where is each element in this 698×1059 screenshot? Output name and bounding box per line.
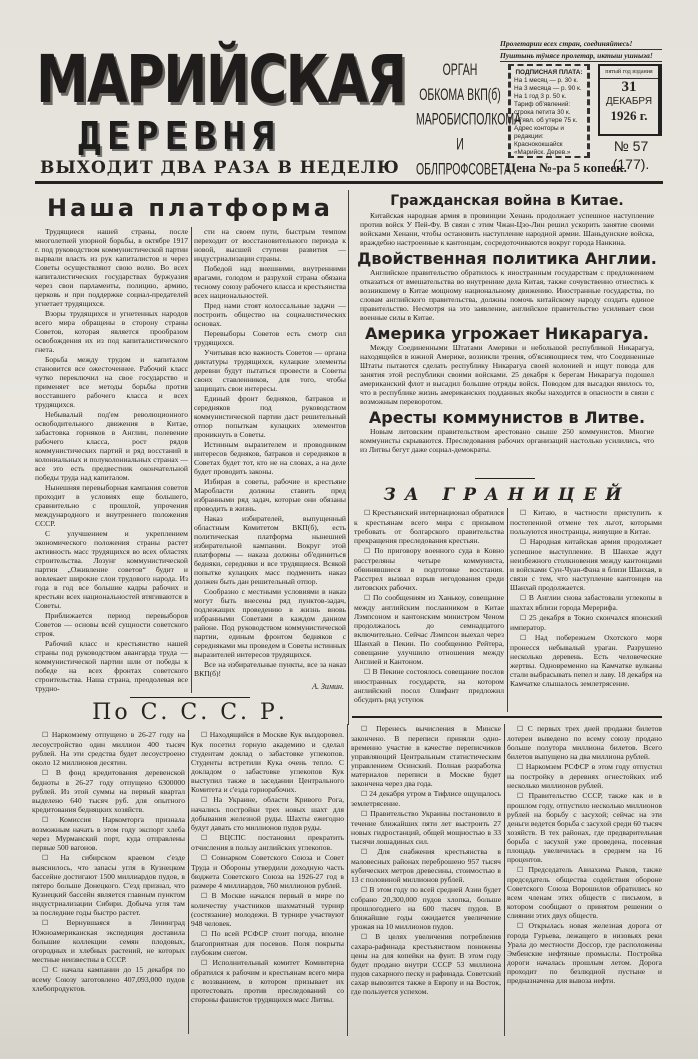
lead-column-1 — [35, 227, 188, 693]
abroad-headline: ЗА ГРАНИЦЕЙ — [383, 485, 631, 505]
subscription-line: Тариф об'явлений: строка петита 30 к. — [514, 101, 571, 116]
news-item: ☐ Крестьянский интернационал обратился к крестьянам всего мира с призывом требовать от болгарского правительства прекращения преследования крестьян. — [354, 508, 504, 545]
article-paragraph: сти на своем пути, быстрым темпом переходит от восстановительного периода к новой, высшей ступени развития — индустриализации страны. — [194, 227, 346, 263]
organ-line: МАРОБИСПОЛКОМА — [416, 110, 522, 130]
abroad-column-1 — [354, 508, 504, 712]
foreign-news — [352, 192, 662, 455]
news-item: ☐ Над побережьем Охотского моря пронесся небывалый ураган. Разрушено несколько деревень. Есть человеческие жертвы. Одновременно на Камчатке вулканы стали выбрасывать пепел и лаву. 18 декабря на Камчатке слышалось землетрясение. — [510, 633, 662, 688]
news-item: ☐ По приговору военного суда в Ковно расстреляны четыре коммуниста, обвинявшиеся в подготовке восстания. Расстрел вызвал взрыв негодования среди литовских рабочих. — [354, 546, 504, 592]
news-item: ☐ Перенесь вычисления в Минске закончено. В переписи приняли одно-временно участие в качестве переписчиков управляющий Центральным статистическим управлением Осинский. Полная разработка материалов переписи в Москве будет закончена через два года. — [351, 724, 501, 788]
issue-price: Цена №-ра 5 копеек. — [506, 160, 627, 175]
newspaper-subtitle: ДЕРЕВНЯ — [78, 114, 281, 158]
newspaper-title: МАРИЙСКАЯ — [36, 41, 406, 118]
article-paragraph: Сообразно с местными условиями в наказ могут быть внесены ряд пунктов-задач, подлежащих проведению в жизнь вновь избранными Советами в каждом данном районе. Под руководством коммунистической партии, единым фронтом бедняков с середняками мы проведем в Советы истинных выразителей интересов трудящихся. — [194, 587, 346, 659]
foreign-news-text: Новым литовским правительством арестовано свыше 250 коммунистов. Многие коммунисты скрываются. Преследования рабочих организаций настолько усилились, что из Литвы бегут даже социал-демократы. — [360, 427, 654, 454]
article-paragraph: Единый фронт бедняков, батраков и середняков под руководством коммунистической партии даст решительный отпор попыткам кулацких элементов проникнуть в Советы. — [194, 394, 346, 439]
lead-headline: Наша платформа — [47, 194, 333, 222]
subscription-title: ПОДПИСНАЯ ПЛАТА: — [515, 69, 583, 76]
news-item: ☐ Находящийся в Москве Кук выздоровел. Кук посетил горную академию и сделал студентам доклад о забастовке углекопов. Студенты встретили Кука очень тепло. С докладом о забастовке углекопов Кук выступил также в заседании Центрального Комитета и с'езда горнорабочих. — [191, 730, 344, 794]
article-paragraph: Победой над внешними, внутренними врагами, голодом и разрухой страна обязана тесному союзу рабочего класса и крестьянства всех национальностей. — [194, 264, 346, 300]
article-paragraph: Пред нами стоят колоссальные задачи — построить общество на социалистических основах. — [194, 301, 346, 328]
news-item: ☐ В Англии снова забастовали углекопы в шахтах вблизи города Мерерифа. — [510, 593, 662, 612]
news-item: ☐ Правительство Украины постановило в течение ближайших пяти лет выстроить 27 новых гидростанций, общей мощностью в 33 тысячи лошадиных сил. — [351, 809, 501, 846]
article-paragraph: Перевыборы Советов есть смотр сил трудящихся. — [194, 329, 346, 347]
news-item: ☐ ВЦСПС постановил прекратить отчисления в пользу английских углекопов. — [191, 833, 344, 852]
slogan-russian: Пролетарии всех стран, соединяйтесь! — [500, 38, 662, 50]
foreign-news-headline: Аресты коммунистов в Литве. — [368, 408, 646, 427]
article-paragraph: Учитывая всю важность Советов — органа диктатуры трудящихся, кулацкие элементы деревни будут пытаться провести в Советы своих ставленников, для того, чтобы защищать свои интересы. — [194, 348, 346, 393]
subscription-line: На 1 месяц — р. 30 к. — [514, 77, 579, 84]
article-signature: А. Зимин. — [312, 682, 344, 691]
article-paragraph: Наказ избирателей, выпущенный областным Комитетом ВКП(б), есть политическая платформа нынешней избирательной кампании. Вокруг этой платформы — наказа должны об'единиться бедняки, середняки и все трудящиеся. Всякой попытке кулацких масс подменить наказ должен быть дан решительный отпор. — [194, 514, 346, 586]
article-paragraph: Приближается период перевыборов Советов — основы всей сущности советского строя. — [35, 611, 188, 638]
foreign-news-headline: Двойственная политика Англии. — [357, 249, 657, 268]
date-year: 1926 г. — [610, 108, 648, 123]
ussr-column-4 — [507, 724, 662, 1034]
subscription-line: На 1 год 3 р. 50 к. — [514, 93, 567, 100]
foreign-news-text: Между Соединенными Штатами Америки и небольшой республикой Никарагуа, находящейся в южной Америке, возникли трения, об'ясняющиеся тем, что Соединенные Штаты пытаются сделать республику Никарагуа своей колонией и ищут повода для занятия этой республики своими войсками. 25 декабря к берегам Никарагуа подошел американский флот и высадил большие отряды войск. Поводом для высадки явилось то, что в республике жизнь американских подданных якобы находится в опасности в связи с возможным переворотом. — [360, 343, 654, 406]
column-divider — [188, 730, 189, 1034]
organ-line: ОБКОМА ВКП(б) — [419, 85, 501, 105]
foreign-news-text: Английское правительство обратилось к иностранным государствам с предложением отказаться от вмешательства во внутренние дела Китая, также сочувственно отнестись к возникшему в Китае мощному национальному движению. Иностранные государства, по словам английского правительства, должны помочь китайскому народу создать единое правительство. Несмотря на это заявление, английское правительство усиливает свои военные силы в Китае. — [360, 268, 654, 322]
news-item: ☐ Для снабжения крестьянства в маловесных районах переброшено 957 тысяч кубических метров древесины, стоимостью в 13 с половиной миллионов рублей. — [351, 847, 501, 884]
news-item: ☐ По всей РСФСР стоит погода, вполне благоприятная для посевов. Поля покрыты глубоким снегом. — [191, 929, 344, 957]
subscription-box — [508, 64, 590, 158]
ussr-headline: По С. С. С. Р. — [92, 700, 288, 725]
news-item: ☐ Председатель Авиахима Рыков, также председатель общества содействия обороне Советского Союза Ворошилов обратились ко всем членам этих обществ с письмом, в котором сообщают о принятом решении о слиянии этих двух обществ. — [507, 865, 662, 920]
organ-line: И ОБЛПРОФСОВЕТА — [416, 135, 512, 179]
ussr-column-1 — [32, 730, 185, 1034]
section-divider — [475, 478, 535, 479]
organ-block — [416, 58, 522, 182]
news-item: ☐ В целях увеличения потребления сахара-рафинада крестьянством понижены цены на для копейки на фунт. В этом году будет продано внутри СССР 53 миллиона пудов сахарного песку и рафинада. Советский сахар вывозится также в Европу и на Восток, где пользуется успехом. — [351, 932, 501, 996]
article-paragraph: С улучшением и укреплением экономического положения страны растет активность масс трудящихся во всех областях строительства. Лозунг коммунистической партии „Оживление советов“ будит и вовлекает широкие слои трудового народа. Из года в год все большие кадры рабочих и крестьян всех национальностей втягиваются в Советы. — [35, 529, 188, 610]
edition-year: пятый год издания — [600, 66, 658, 79]
date-box — [598, 64, 662, 136]
lead-column-2 — [194, 227, 346, 677]
column-divider — [347, 724, 348, 1036]
article-paragraph: Истинным выразителем и проводником интересов бедняков, батраков и середняков в Советах будет тот, кто не на словах, а на деле будет проводить законы. — [194, 440, 346, 476]
organ-line: ОРГАН — [442, 61, 478, 80]
section-divider — [130, 697, 250, 698]
foreign-news-headline: Америка угрожает Никарагуа. — [364, 324, 650, 343]
column-divider — [191, 227, 192, 693]
news-item: ☐ На сибирском краевом с'езде выяснилось, что запасы угля в Кузнецком бассейне достигают 1500 миллиардов пудов, в пятеро больше Донецкого. С'езд признал, что Кузнецкий бассейн является главным пунктом индустриализации Сибири. Добыча угля там за последние годы быстро растет. — [32, 853, 185, 917]
slogans — [500, 38, 662, 62]
news-item: ☐ В Пекине состоялось совещание послов иностранных государств, на котором английский посол Олифант предложил обсудить ряд уступок — [354, 667, 504, 704]
article-paragraph: Нынешняя перевыборная кампания советов проходит в условиях еще большего, сравнительно с прошлой, упрочения международного и внутреннего положения СССР. — [35, 483, 188, 528]
news-item: ☐ 24 декабря утром в Тифлисе ощущалось землетрясение. — [351, 789, 501, 808]
news-item: ☐ 25 декабря в Токио скончался японский император. — [510, 613, 662, 632]
article-paragraph: Все на избирательные пункты, все за наказ ВКП(б)! — [194, 660, 346, 677]
news-item: ☐ Народная китайская армия продолжает успешное выступление. В Шанхае ждут неизбежного столкновения между кантонцами и войсками Сун-Чуан-Фана в близи Шанхая, в связи с тем, что наступление кантонцев на Шанхай продолжается. — [510, 537, 662, 592]
news-item: ☐ Вернувшаяся в Ленинград Южноамериканская экспедиция доставила большие коллекции семян плодовых, огородных и хлебных растений, не которых местные неизвестны в СССР. — [32, 918, 185, 964]
article-paragraph: Трудящиеся нашей страны, после многолетней упорной борьбы, в октябре 1917 г. под руководством коммунистической партии вырвали власть из рук капиталистов и через Советы осуществляют свою волю. Во всех капиталистических государствах буржуазия через свои парламенты, полицию, армию, церковь и при поддержке социал-предателей угнетает трудящихся. — [35, 227, 188, 308]
issue-number: № 57 (177). — [612, 138, 650, 172]
subscription-line: На 3 месяца — р. 90 к. — [514, 85, 582, 92]
foreign-news-headline: Гражданская война в Китае. — [390, 193, 624, 209]
slogan-mari: Пуштынь тӱнясе пролетар, иктыш ушныза! — [500, 50, 662, 62]
subscription-line: Адрес конторы и редакции: Краснококшайск «Марийск. Дерев.» — [514, 125, 571, 156]
news-item: ☐ Совнарком Советского Союза и Совет Труда и Обороны утвердили доходную часть бюджета Советского Союза на 1926-27 год в размере 4 миллиардов, 760 миллионов рублей. — [191, 853, 344, 890]
article-paragraph: Взоры трудящихся и угнетенных народов всего мира обращены в сторону страны Советов, которая является прообразом освобождения их из под капиталистического гнета. — [35, 309, 188, 354]
article-paragraph: Избирая в советы, рабочие и крестьяне Маробласти должны ставить пред избранными ряд задач, которые они обязаны проводить в жизнь. — [194, 477, 346, 513]
abroad-column-2 — [510, 508, 662, 712]
date-month: ДЕКАБРЯ — [605, 96, 653, 107]
news-item: ☐ С начала кампании до 15 декабря по всему Союзу заготовлено 407,093,000 пудов хлебопродуктов. — [32, 965, 185, 993]
news-item: ☐ Исполнительный комитет Коминтерна обратился к рабочим и крестьянам всего мира с воззванием, в котором призывает их протестовать против преследований со стороны фашистов трудящихся масс Литвы. — [191, 958, 344, 1004]
news-item: ☐ Открылась новая железная дорога от города Гурьева, лежащего в низовьях реки Урала до местности Доссор, где расположены Эмбенские нефтяные промыслы. Постройка дороги началась прошлым летом. Дорога проходит по безлюдной пустыне и предназначена для вывоза нефти. — [507, 921, 662, 985]
article-paragraph: Небывалый под'ем революционного освободительного движения в Китае, забастовка горняков в Англии, полевение рабочего класса, рост рядов коммунистических партий и ряд восстаний в колониальных и полуколониальных странах — все это есть предвестник окончательной победы труда над капиталом. — [35, 410, 188, 482]
subscription-line: об'явл. об утере 75 к. — [514, 117, 578, 124]
news-item: ☐ Наркомзему отпущено в 26-27 году на лесоустройство один миллион 400 тысяч рублей. На эти средства будет лесоустроено около 12 миллионов десятин. — [32, 730, 185, 767]
column-divider — [504, 724, 505, 1036]
news-item: ☐ Китаю, в частности приступить к постепенной отмене тех льгот, которыми пользуются иностранцы, живущие в Китае. — [510, 508, 662, 536]
news-item: ☐ Наркомзем РСФСР в этом году отпустил на постройку в деревнях огнестойких изб несколько миллионов рублей. — [507, 762, 662, 790]
news-item: ☐ В фонд кредитования деревенской бедноты в 26-27 году отпущено 6300000 рублей. Из этой суммы на первый квартал выделено 640 тысяч руб. для опытного кредитования бедняцких хозяйств. — [32, 768, 185, 814]
article-paragraph: Рабочий класс и крестьянство нашей страны под руководством авангарда труда — коммунистической партии шли от победы к победе на всех фронтах советского строительства. Наша страна, преодолевая все трудно- — [35, 639, 188, 693]
foreign-news-text: Китайская народная армия в провинции Хенань продолжает успешное наступление против войск У Пей-Фу. В связи с этим Чжан-Цзо-Лин решил ускорить занятие своими войсками Хенани, чтобы остановить наступление народной армии. Шаньдунские войска, враждебно настроенные к кантонцам, сосредоточиваются вокруг города Нанкина. — [360, 211, 654, 247]
publication-frequency: ВЫХОДИТ ДВА РАЗА В НЕДЕЛЮ — [40, 158, 400, 178]
ussr-column-3 — [351, 724, 501, 1034]
column-divider — [507, 508, 508, 712]
news-item: ☐ В этом году по всей средней Азии будет собрано 20,300,000 пудов хлопка, больше прошлогоднего на 600 тысяч пудов. В ближайшие годы ожидается увеличение урожая на 10 миллионов пудов. — [351, 885, 501, 931]
masthead-divider — [35, 181, 663, 184]
article-paragraph: Борьба между трудом и капиталом становится все ожесточеннее. Рабочий класс чутко переключил на свое государство и применяет все методы борьбы против восставшего рабочего класса и всех трудящихся. — [35, 355, 188, 409]
news-item: ☐ По сообщениям из Ханькоу, совещание между английским посланником в Китае Лэмпсоном и кантонским министром Ченом продолжалось до семнадцатого включительно. Сейчас Лэмпсон выехал через Шанхай в Пекин. По сообщению Рейтера, совещание улучшило отношения между Англией и Кантоном. — [354, 593, 504, 666]
section-divider — [352, 716, 662, 718]
column-divider — [348, 190, 349, 725]
news-item: ☐ В Москве начался первый в мире по количеству участников шахматный турнир (состязание) молодежи. В турнире участвуют 948 человек. — [191, 891, 344, 928]
ussr-column-2 — [191, 730, 344, 1034]
news-item: ☐ Комиссия Наркомторга признала возможным начать в этом году экспорт хлеба через Мурманский порт, куда отправлены первые 500 вагонов. — [32, 815, 185, 852]
news-item: ☐ С первых трех дней продажи билетов лотереи выведено по всему союзу продано больше полутора миллиона билетов. Всего билетов выпущено на два миллиона рублей. — [507, 724, 662, 761]
news-item: ☐ На Украине, области Кривого Рога, начались постройки трех новых шахт для добывания железной руды. Шахты ежегодно будут давать сто миллионов пудов руды. — [191, 795, 344, 832]
date-day: 31 — [621, 79, 637, 95]
news-item: ☐ Правительство СССР, также как и в прошлом году, отпустило несколько миллионов рублей на борьбу с засухой; сейчас на эти деньги ведется борьба с засухой среди 60 тысяч хозяйств. В тех районах, где предварительная борьба с засухой уже проведена, посевная площадь увеличилась в среднем на 16 процентов. — [507, 791, 662, 864]
